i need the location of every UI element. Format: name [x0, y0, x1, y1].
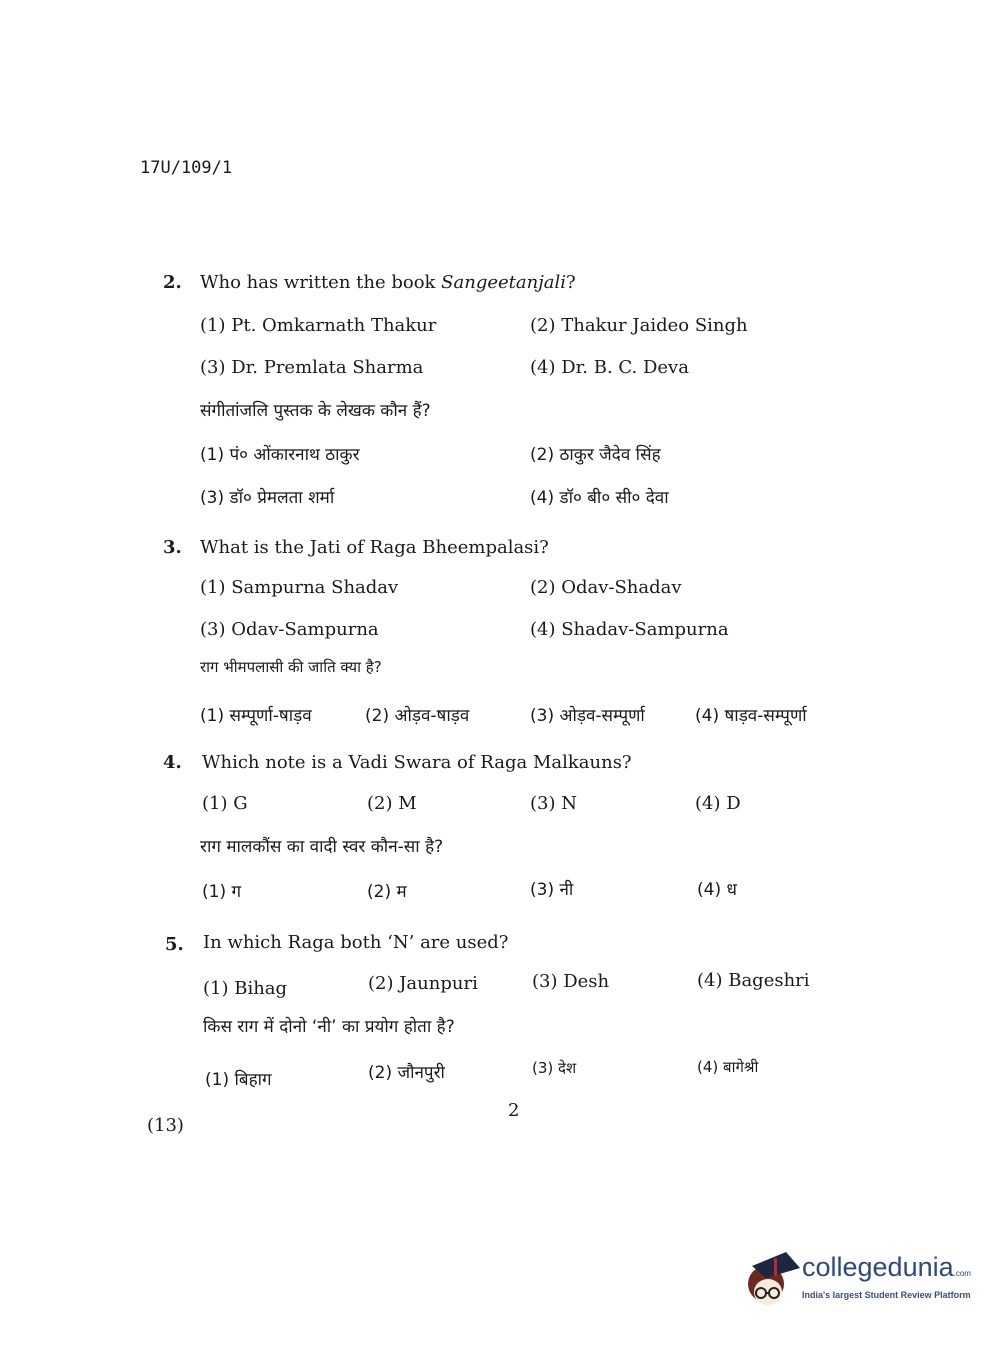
option: (3) Odav-Sampurna [200, 619, 379, 640]
option: (1) बिहाग [205, 1070, 272, 1090]
option: (4) Dr. B. C. Deva [530, 357, 689, 378]
question-number: 3. [163, 537, 182, 558]
brand-tagline: India's largest Student Review Platform [802, 1290, 971, 1300]
question-number: 5. [165, 934, 184, 955]
option: (2) Jaunpuri [368, 973, 478, 994]
option: (1) पं० ओंकारनाथ ठाकुर [200, 445, 360, 465]
footer-code: (13) [147, 1115, 184, 1136]
mascot-logo-icon [742, 1248, 800, 1318]
option: (4) Shadav-Sampurna [530, 619, 729, 640]
question-text-hi: संगीतांजलि पुस्तक के लेखक कौन हैं? [200, 401, 431, 421]
option: (4) डॉ० बी० सी० देवा [530, 488, 669, 508]
option: (2) ठाकुर जैदेव सिंह [530, 445, 661, 465]
option: (2) म [367, 882, 407, 902]
option: (4) षाड़व-सम्पूर्णा [695, 706, 807, 726]
question-text-en: What is the Jati of Raga Bheempalasi? [200, 537, 549, 558]
question-number: 4. [163, 752, 182, 773]
question-text-en: Which note is a Vadi Swara of Raga Malkauns? [202, 752, 632, 773]
option: (3) Desh [532, 971, 610, 992]
option: (2) Thakur Jaideo Singh [530, 315, 748, 336]
collegedunia-watermark [742, 1248, 972, 1318]
option: (1) ग [202, 882, 242, 902]
option: (3) नी [530, 880, 574, 900]
question-number: 2. [163, 272, 182, 293]
question-text-hi: किस राग में दोनो ‘नी’ का प्रयोग होता है? [203, 1017, 455, 1037]
page-number: 2 [508, 1100, 520, 1121]
option: (3) डॉ० प्रेमलता शर्मा [200, 488, 335, 508]
option: (3) N [530, 793, 577, 814]
question-text-hi: राग भीमपलासी की जाति क्या है? [200, 658, 382, 676]
option: (2) Odav-Shadav [530, 577, 682, 598]
option: (4) बागेश्री [697, 1058, 759, 1076]
option: (1) Bihag [203, 978, 288, 999]
option: (1) Pt. Omkarnath Thakur [200, 315, 437, 336]
option: (2) M [367, 793, 417, 814]
paper-code: 17U/109/1 [140, 158, 233, 178]
question-text-hi: राग मालकौंस का वादी स्वर कौन-सा है? [200, 837, 444, 857]
option: (1) Sampurna Shadav [200, 577, 399, 598]
option: (1) सम्पूर्णा-षाड़व [200, 706, 312, 726]
brand-suffix: .com [953, 1269, 971, 1278]
option: (3) Dr. Premlata Sharma [200, 357, 424, 378]
brand-name: collegedunia [802, 1252, 954, 1282]
option: (4) ध [697, 880, 737, 900]
option: (4) Bageshri [697, 970, 810, 991]
option: (4) D [695, 793, 741, 814]
option: (3) देश [532, 1059, 577, 1077]
option: (2) ओड़व-षाड़व [365, 706, 470, 726]
question-text-en: Who has written the book Sangeetanjali? [200, 272, 576, 293]
option: (2) जौनपुरी [368, 1063, 445, 1083]
question-text-en: In which Raga both ‘N’ are used? [203, 932, 509, 953]
option: (3) ओड़व-सम्पूर्णा [530, 706, 645, 726]
option: (1) G [202, 793, 248, 814]
